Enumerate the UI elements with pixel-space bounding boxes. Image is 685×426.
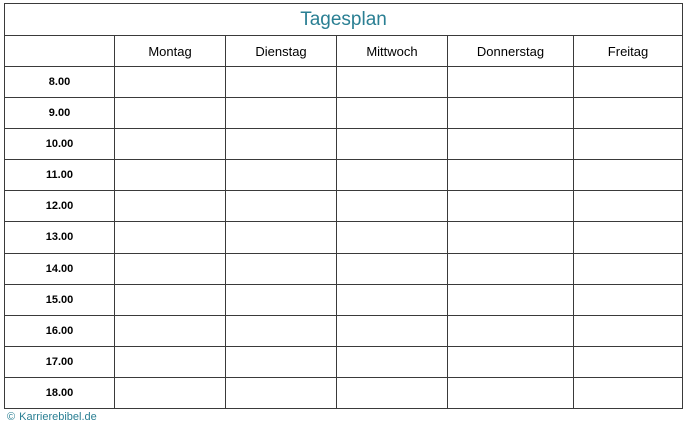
schedule-cell[interactable]: [574, 67, 683, 98]
schedule-cell[interactable]: [448, 191, 574, 222]
time-label: 9.00: [5, 98, 115, 129]
schedule-cell[interactable]: [337, 315, 448, 346]
schedule-cell[interactable]: [448, 346, 574, 377]
schedule-cell[interactable]: [115, 315, 226, 346]
schedule-cell[interactable]: [574, 160, 683, 191]
copyright-icon: ©: [7, 411, 16, 423]
schedule-cell[interactable]: [115, 346, 226, 377]
day-header-donnerstag: Donnerstag: [448, 36, 574, 67]
schedule-cell[interactable]: [226, 346, 337, 377]
page-title: Tagesplan: [5, 4, 683, 36]
schedule-cell[interactable]: [115, 284, 226, 315]
schedule-cell[interactable]: [337, 67, 448, 98]
schedule-cell[interactable]: [448, 253, 574, 284]
time-label: 13.00: [5, 222, 115, 253]
schedule-cell[interactable]: [226, 67, 337, 98]
schedule-cell[interactable]: [115, 377, 226, 408]
day-header-mittwoch: Mittwoch: [337, 36, 448, 67]
schedule-cell[interactable]: [448, 284, 574, 315]
time-label: 18.00: [5, 377, 115, 408]
schedule-cell[interactable]: [226, 253, 337, 284]
day-header-freitag: Freitag: [574, 36, 683, 67]
schedule-cell[interactable]: [337, 284, 448, 315]
header-row: [5, 36, 683, 67]
time-row: [5, 160, 683, 191]
footer-credit: [7, 411, 97, 423]
schedule-cell[interactable]: [226, 191, 337, 222]
schedule-cell[interactable]: [226, 377, 337, 408]
schedule-cell[interactable]: [448, 377, 574, 408]
schedule-cell[interactable]: [115, 67, 226, 98]
schedule-cell[interactable]: [226, 129, 337, 160]
schedule-cell[interactable]: [115, 253, 226, 284]
corner-cell: [5, 36, 115, 67]
time-row: [5, 129, 683, 160]
schedule-cell[interactable]: [448, 67, 574, 98]
schedule-cell[interactable]: [574, 315, 683, 346]
schedule-cell[interactable]: [448, 98, 574, 129]
time-label: 16.00: [5, 315, 115, 346]
schedule-cell[interactable]: [448, 222, 574, 253]
schedule-cell[interactable]: [226, 160, 337, 191]
time-label: 12.00: [5, 191, 115, 222]
schedule-cell[interactable]: [226, 315, 337, 346]
time-label: 14.00: [5, 253, 115, 284]
day-header-dienstag: Dienstag: [226, 36, 337, 67]
schedule-cell[interactable]: [337, 222, 448, 253]
schedule-cell[interactable]: [226, 284, 337, 315]
schedule-cell[interactable]: [337, 253, 448, 284]
time-label: 8.00: [5, 67, 115, 98]
schedule-cell[interactable]: [115, 191, 226, 222]
schedule-cell[interactable]: [574, 346, 683, 377]
time-row: [5, 315, 683, 346]
schedule-cell[interactable]: [448, 160, 574, 191]
schedule-cell[interactable]: [115, 160, 226, 191]
schedule-cell[interactable]: [448, 315, 574, 346]
title-row: [5, 4, 683, 36]
time-row: [5, 346, 683, 377]
schedule-cell[interactable]: [448, 129, 574, 160]
time-label: 11.00: [5, 160, 115, 191]
schedule-cell[interactable]: [574, 222, 683, 253]
schedule-cell[interactable]: [115, 98, 226, 129]
schedule-cell[interactable]: [574, 377, 683, 408]
schedule-cell[interactable]: [574, 253, 683, 284]
schedule-cell[interactable]: [115, 129, 226, 160]
time-row: [5, 377, 683, 408]
schedule-cell[interactable]: [115, 222, 226, 253]
schedule-cell[interactable]: [226, 98, 337, 129]
time-row: [5, 253, 683, 284]
time-row: [5, 191, 683, 222]
time-label: 17.00: [5, 346, 115, 377]
schedule-cell[interactable]: [574, 284, 683, 315]
schedule-cell[interactable]: [574, 129, 683, 160]
schedule-cell[interactable]: [226, 222, 337, 253]
schedule-cell[interactable]: [337, 346, 448, 377]
schedule-cell[interactable]: [337, 160, 448, 191]
schedule-cell[interactable]: [337, 98, 448, 129]
time-row: [5, 284, 683, 315]
schedule-cell[interactable]: [337, 191, 448, 222]
schedule-cell[interactable]: [337, 377, 448, 408]
time-label: 15.00: [5, 284, 115, 315]
time-label: 10.00: [5, 129, 115, 160]
day-header-montag: Montag: [115, 36, 226, 67]
day-planner-table: [4, 3, 683, 409]
time-row: [5, 67, 683, 98]
schedule-cell[interactable]: [337, 129, 448, 160]
footer-text: Karrierebibel.de: [19, 411, 97, 423]
schedule-cell[interactable]: [574, 98, 683, 129]
time-row: [5, 98, 683, 129]
schedule-cell[interactable]: [574, 191, 683, 222]
time-row: [5, 222, 683, 253]
